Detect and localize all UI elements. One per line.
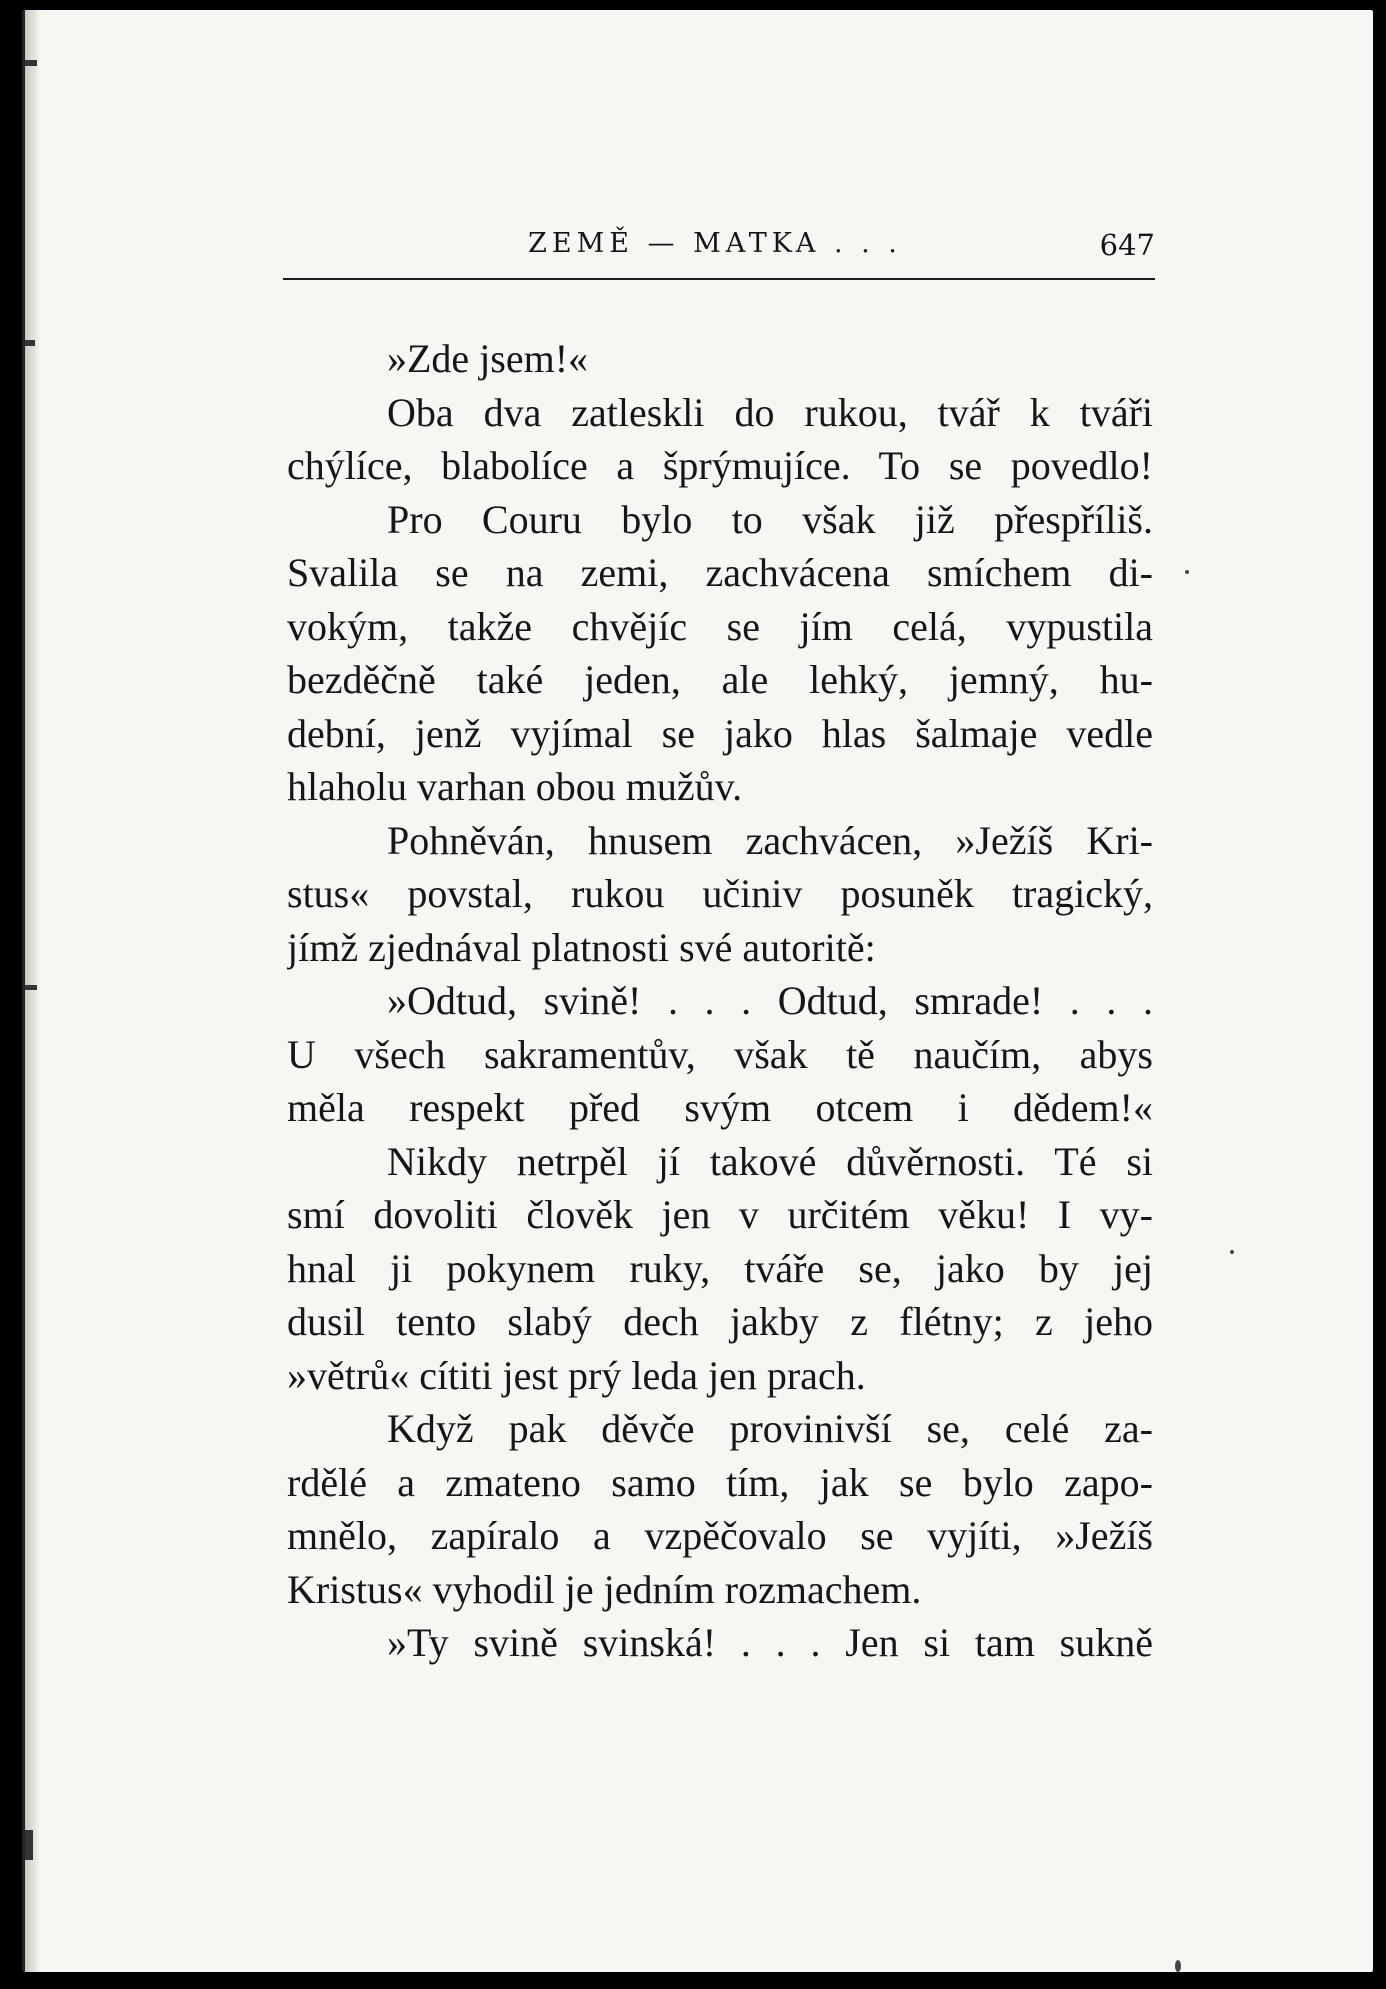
text-line: Nikdy netrpěl jí takové důvěrnosti. Té si bbox=[387, 1138, 1153, 1184]
page-speck bbox=[1185, 570, 1189, 574]
text-line: chýlíce, blabolíce a šprýmujíce. To se povedlo! bbox=[287, 443, 1153, 488]
text-line: »větrů« cítiti jest prý leda jen prach. bbox=[287, 1352, 866, 1398]
text-line: smí dovoliti člověk jen v určitém věku! I vy- bbox=[287, 1192, 1153, 1237]
text-line: »Ty svině svinská! . . . Jen si tam sukně bbox=[387, 1620, 1153, 1665]
page-binding-shadow bbox=[25, 10, 39, 1972]
scan-mark-top bbox=[25, 60, 37, 66]
text-line: hlaholu varhan obou mužův. bbox=[287, 764, 743, 809]
page-number: 647 bbox=[1099, 228, 1155, 262]
scan-mark-middle bbox=[25, 985, 37, 990]
page-speck bbox=[1175, 1960, 1181, 1972]
page-header bbox=[275, 228, 1155, 268]
running-title: ZEMĚ — MATKA . . . bbox=[528, 228, 902, 259]
text-line: Pro Couru bylo to však již přespříliš. bbox=[387, 496, 1153, 542]
text-line: jímž zjednával platnosti své autoritě: bbox=[287, 924, 876, 970]
text-line: U všech sakramentův, však tě naučím, abys bbox=[287, 1031, 1153, 1077]
text-line: stus« povstal, rukou učiniv posuněk tragický, bbox=[287, 871, 1153, 916]
text-line: dební, jenž vyjímal se jako hlas šalmaje vedle bbox=[287, 710, 1153, 756]
text-line: rdělé a zmateno samo tím, jak se bylo zapo- bbox=[287, 1459, 1153, 1505]
text-line: bezděčně také jeden, ale lehký, jemný, hu- bbox=[287, 657, 1153, 702]
text-line: Oba dva zatleskli do rukou, tvář k tváři bbox=[387, 389, 1153, 435]
text-line: Svalila se na zemi, zachvácena smíchem di- bbox=[287, 550, 1153, 595]
book-page bbox=[22, 10, 1373, 1972]
text-line: »Zde jsem!« bbox=[387, 336, 589, 381]
text-line: vokým, takže chvějíc se jím celá, vypustila bbox=[287, 603, 1153, 649]
scan-mark-lower bbox=[25, 1830, 33, 1860]
text-line: dusil tento slabý dech jakby z flétny; z jeho bbox=[287, 1299, 1153, 1344]
header-rule bbox=[283, 278, 1155, 280]
text-line: Když pak děvče provinivší se, celé za- bbox=[387, 1406, 1153, 1451]
body-text bbox=[287, 332, 1153, 1670]
page-speck bbox=[1230, 1250, 1234, 1254]
text-line: mnělo, zapíralo a vzpěčovalo se vyjíti, »Ježíš bbox=[287, 1513, 1153, 1558]
text-line: hnal ji pokynem ruky, tváře se, jako by jej bbox=[287, 1245, 1153, 1291]
text-line: měla respekt před svým otcem i dědem!« bbox=[287, 1085, 1153, 1130]
scan-mark-upper bbox=[25, 340, 35, 346]
text-line: »Odtud, svině! . . . Odtud, smrade! . . . bbox=[387, 978, 1153, 1023]
text-line: Kristus« vyhodil je jedním rozmachem. bbox=[287, 1566, 922, 1612]
text-line: Pohněván, hnusem zachvácen, »Ježíš Kri- bbox=[387, 817, 1153, 863]
